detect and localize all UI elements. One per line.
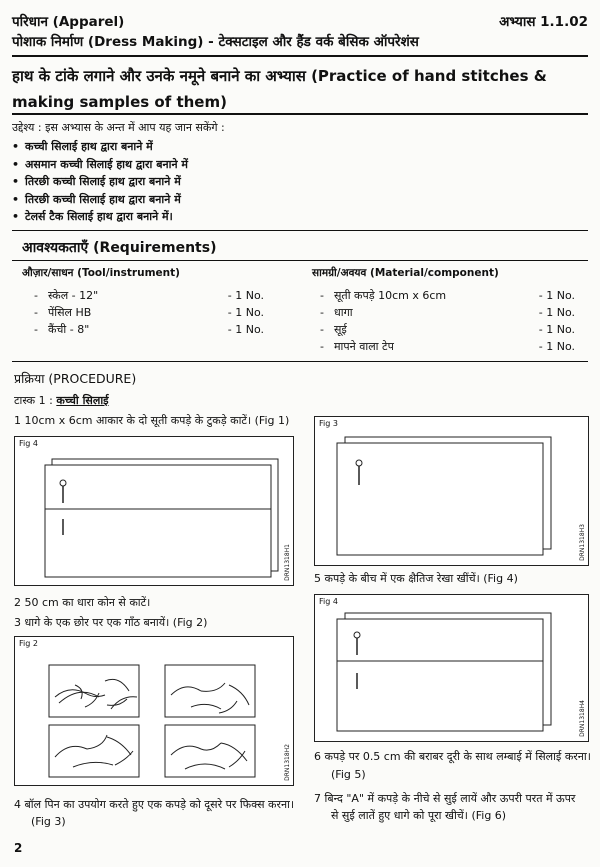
figure-code: DRN1318H3 <box>579 524 586 561</box>
step-6-line2: (Fig 5) <box>331 768 366 781</box>
figure-fabric-right <box>314 416 589 566</box>
objectives-intro: उद्देश्य : इस अभ्यास के अन्त में आप यह जान सकेंगे : <box>12 121 225 134</box>
title-rule <box>12 113 588 115</box>
header-rule <box>12 55 588 57</box>
materials-heading: सामग्री/अवयव (Material/component) <box>312 267 499 279</box>
page-number: 2 <box>14 841 23 855</box>
figure-label: Fig 4 <box>319 597 338 606</box>
step-1: 1 10cm x 6cm आकार के दो सूती कपड़े के टुकड़े काटें। (Fig 1) <box>14 414 290 427</box>
task-label: टास्क 1 : <box>14 394 53 407</box>
objective-item: • तिरछी कच्ची सिलाई हाथ द्वारा बनाने में <box>12 173 188 191</box>
figure-code: DRN1318H4 <box>579 700 586 737</box>
fabric-pin-illustration <box>315 417 588 565</box>
figure-code: DRN1318H2 <box>284 744 291 781</box>
knot-hands-illustration <box>15 637 293 785</box>
material-row: - धागा - 1 No. <box>320 304 575 321</box>
material-row: - सूती कपड़े 10cm x 6cm - 1 No. <box>320 287 575 304</box>
tools-heading: औज़ार/साधन (Tool/instrument) <box>22 267 180 279</box>
figure-knot <box>14 636 294 786</box>
task-name: कच्ची सिलाई <box>56 394 109 407</box>
step-7-line2: से सुई लातें हुए धागे को पूरा खीचें। (Fig 6) <box>331 809 507 822</box>
step-7-line1: 7 बिन्द "A" में कपड़े के नीचे से सुई लायें और ऊपरी परत में ऊपर <box>314 792 576 805</box>
step-5: 5 कपड़े के बीच में एक क्षैतिज रेखा खींचें। (Fig 4) <box>314 572 518 585</box>
requirements-heading: आवश्यकताएँ (Requirements) <box>22 240 217 256</box>
objective-item: • असमान कच्ची सिलाई हाथ द्वारा बनाने में <box>12 156 188 174</box>
figure-label: Fig 3 <box>319 419 338 428</box>
objective-item: • कच्ची सिलाई हाथ द्वारा बनाने में <box>12 138 188 156</box>
step-2: 2 50 cm का धारा कोन से काटें। <box>14 596 151 609</box>
step-4-line2: (Fig 3) <box>31 815 66 828</box>
objectives-list <box>12 138 188 226</box>
module-title: पोशाक निर्माण (Dress Making) - टेक्सटाइल और हैंड वर्क बेसिक ऑपरेशंस <box>12 34 419 50</box>
materials-list <box>320 287 575 355</box>
material-row: - मापने वाला टेप - 1 No. <box>320 338 575 355</box>
objective-item: • तिरछी कच्ची सिलाई हाथ द्वारा बनाने में <box>12 191 188 209</box>
material-row: - सूई - 1 No. <box>320 321 575 338</box>
tool-row: - पेंसिल HB - 1 No. <box>34 304 264 321</box>
fabric-pinned-illustration <box>15 437 293 585</box>
step-4-line1: 4 बॉल पिन का उपयोग करते हुए एक कपड़े को दूसरे पर फिक्स करना। <box>14 798 295 811</box>
step-6-line1: 6 कपड़े पर 0.5 cm की बराबर दूरी के साथ लम्बाई में सिलाई करना। <box>314 750 591 763</box>
figure-fabric-left <box>14 436 294 586</box>
procedure-heading: प्रक्रिया (PROCEDURE) <box>14 371 137 386</box>
figure-fabric-line <box>314 594 589 742</box>
figure-label: Fig 2 <box>19 639 38 648</box>
trade-title: परिधान (Apparel) <box>12 14 125 30</box>
exercise-number: अभ्यास 1.1.02 <box>499 14 588 30</box>
step-3: 3 धागे के एक छोर पर एक गाँठ बनायें। (Fig 2) <box>14 616 208 629</box>
exercise-title: हाथ के टांके लगाने और उनके नमूने बनाने का अभ्यास (Practice of hand stitches & making samples of them) <box>12 67 547 111</box>
requirements-rule <box>12 260 588 261</box>
fabric-line-illustration <box>315 595 588 741</box>
figure-label: Fig 4 <box>19 439 38 448</box>
figure-code: DRN1318H1 <box>284 544 291 581</box>
objective-item: • टेलर्स टैक सिलाई हाथ द्वारा बनाने में। <box>12 208 188 226</box>
task-heading <box>14 393 109 408</box>
tool-row: - स्केल - 12" - 1 No. <box>34 287 264 304</box>
tool-row: - कैंची - 8" - 1 No. <box>34 321 264 338</box>
tools-list <box>34 287 264 338</box>
